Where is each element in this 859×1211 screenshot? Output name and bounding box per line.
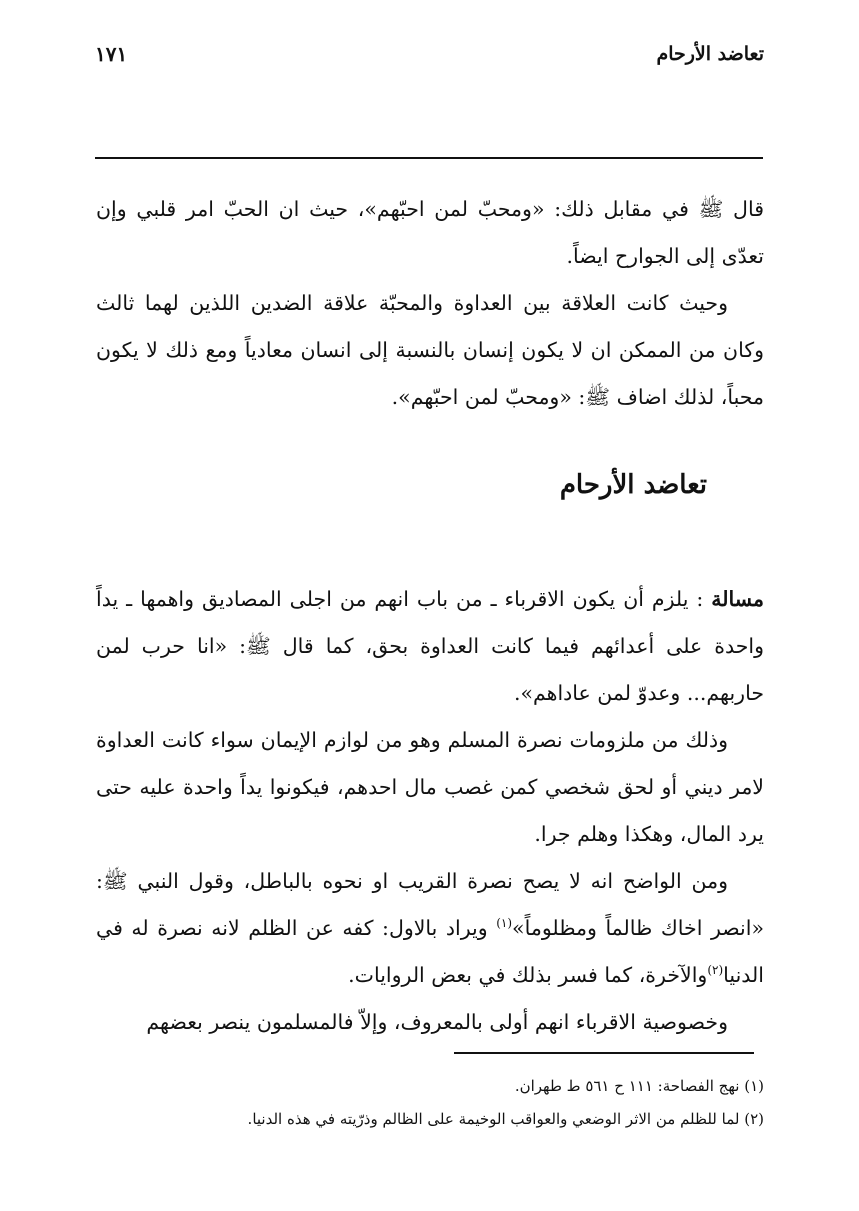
body-paragraph-1: [96, 576, 764, 717]
body-paragraph-3-part-a: ومن الواضح انه لا يصح نصرة القريب او نحوه بالباطل، وقول النبي ﷺ: «انصر اخاك ظالماً ومظلوماً»: [96, 869, 764, 940]
running-title: تعاضد الأرحام: [656, 43, 764, 65]
page-number: ١٧١: [95, 42, 128, 66]
body-paragraph-3: [96, 858, 764, 999]
intro-paragraph-1: قال ﷺ في مقابل ذلك: «ومحبّ لمن احبّهم»، حيث ان الحبّ امر قلبي وإن تعدّى إلى الجوارح ايضاً.: [96, 197, 764, 268]
footnote-ref-2[interactable]: (٢): [707, 963, 724, 978]
section-title: تعاضد الأرحام: [559, 470, 707, 500]
page-header: [95, 34, 764, 74]
body-paragraph-1-text: : يلزم أن يكون الاقرباء ـ من باب انهم من اجلى المصاديق واهمها ـ يداً واحدة على أعدائهم فيما كانت العداوة بحق، كما قال ﷺ: «انا حرب لمن حاربهم... وعدوّ لمن عاداهم».: [96, 587, 764, 705]
footnote-2: (٢) لما للظلم من الاثر الوضعي والعواقب الوخيمة على الظالم وذرّيته في هذه الدنيا.: [247, 1110, 764, 1128]
header-rule: [95, 157, 763, 159]
section-body: [96, 576, 764, 1046]
intro-paragraph-2: وحيث كانت العلاقة بين العداوة والمحبّة علاقة الضدين اللذين لهما ثالث وكان من الممكن ان لا يكون إنسان بالنسبة إلى انسان معادياً ومع ذلك لا يكون محباً، لذلك اضاف ﷺ: «ومحبّ لمن احبّهم».: [96, 291, 764, 409]
footnote-ref-1[interactable]: (١): [496, 916, 513, 931]
footnote-rule: [454, 1052, 754, 1054]
body-paragraph-3-part-b: ويراد بالاول: كفه عن الظلم لانه نصرة له في الدنيا: [96, 916, 764, 987]
body-paragraph-4: وخصوصية الاقرباء انهم أولى بالمعروف، وإلاّ فالمسلمون ينصر بعضهم: [146, 1010, 728, 1034]
issue-label: مسالة: [711, 587, 764, 611]
footnotes: [84, 1070, 764, 1136]
footnote-1: (١) نهج الفصاحة: ١١١ ح ٥٦١ ط طهران.: [514, 1077, 764, 1095]
body-paragraph-3-part-c: والآخرة، كما فسر بذلك في بعض الروايات.: [348, 963, 708, 987]
intro-text: [96, 186, 764, 421]
body-paragraph-2: وذلك من ملزومات نصرة المسلم وهو من لوازم الإيمان سواء كانت العداوة لامر ديني أو لحق شخصي كمن غصب مال احدهم، فيكونوا يداً واحدة عليه حتى يرد المال، وهكذا وهلم جرا.: [96, 728, 764, 846]
